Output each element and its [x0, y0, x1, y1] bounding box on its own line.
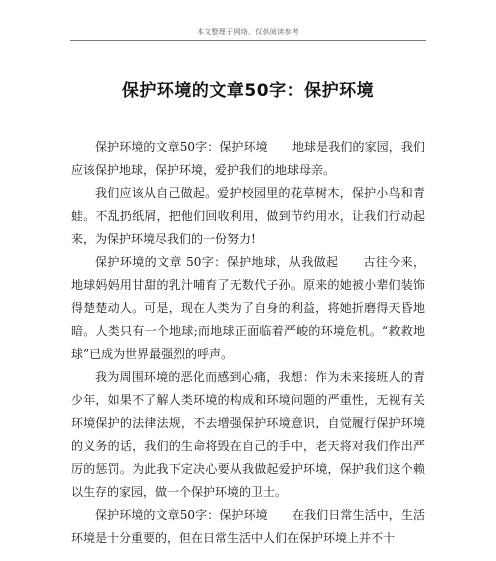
document-title: 保护环境的文章50字：保护环境 [121, 81, 375, 101]
paragraph: 我为周围环境的恶化而感到心痛，我想：作为未来接班人的青少年，如果不了解人类环境的构成和环境问题的严重性，无视有关环境保护的法律法规，不去增强保护环境意识，自觉履行保护环境的义务的话，我们的生命将毁在自己的手中，老天将对我们作出严厉的惩罚。为此我下定决心要从我做起爱护环境，保护我们这个赖以生存的家园，做一个保护环境的卫士。 [71, 370, 425, 499]
header-note: 本文整理于网络，仅供阅读参考 [196, 28, 300, 36]
header-divider [70, 40, 426, 41]
paragraph: 保护环境的文章 50字：保护地球，从我做起 古往今来，地球妈妈用甘甜的乳汁哺育了无数代子孙。原来的她被小辈们装饰得楚楚动人。可是，现在人类为了自身的利益，将她折磨得天昏地暗。人类只有一个地球;而地球正面临着严峻的环境危机。“救救地球”已成为世界最强烈的呼声。 [71, 255, 425, 361]
paragraph: 我们应该从自己做起。爱护校园里的花草树木，保护小鸟和青蛙。不乱扔纸屑，把他们回收利用，做到节约用水，让我们行动起来，为保护环境尽我们的一份努力! [71, 186, 425, 246]
paragraph: 保护环境的文章50字：保护环境 在我们日常生活中，生活环境是十分重要的，但在日常生活中人们在保护环境上并不十 [71, 508, 425, 545]
paragraph: 保护环境的文章50字：保护环境 地球是我们的家园，我们应该保护地球，保护环境，爱护我们的地球母亲。 [71, 140, 425, 177]
document-body [71, 136, 425, 550]
